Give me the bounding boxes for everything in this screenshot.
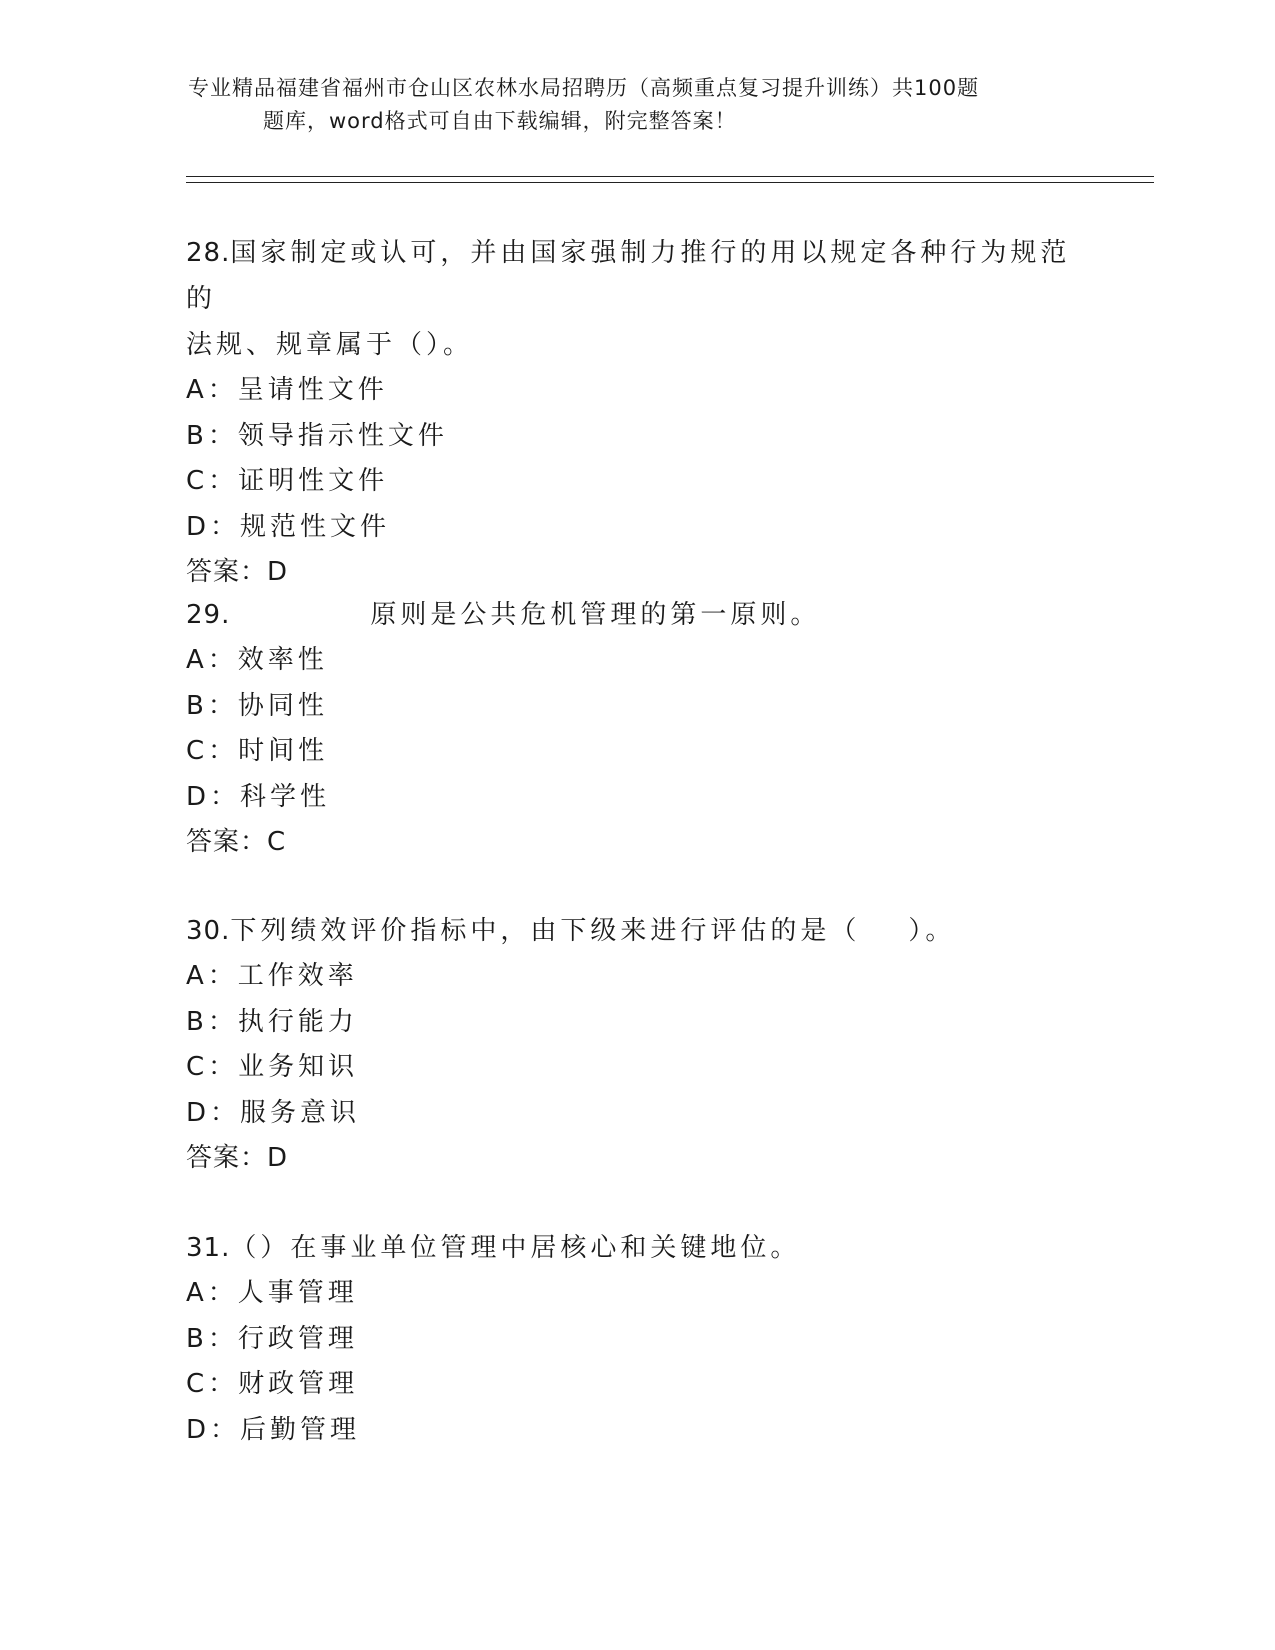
option-b: B：行政管理	[186, 1323, 358, 1354]
question-text: 下列绩效评价指标中，由下级来进行评估的是（	[230, 916, 861, 946]
question-text: （）在事业单位管理中居核心和关键地位。	[230, 1233, 801, 1263]
question-text-end: ）。	[908, 916, 956, 946]
header-title-line2: 题库，word格式可自由下载编辑，附完整答案！	[263, 109, 737, 133]
option-a: A：效率性	[186, 645, 328, 675]
option-d: D：后勤管理	[186, 1414, 361, 1445]
document-header	[188, 72, 1088, 138]
option-d: D：规范性文件	[186, 511, 391, 542]
header-divider-top	[186, 176, 1154, 177]
question-number: 29.	[186, 600, 231, 630]
header-divider-bottom	[186, 182, 1154, 183]
option-b: B：领导指示性文件	[186, 420, 448, 451]
option-c: C：时间性	[186, 736, 329, 766]
option-b: B：执行能力	[186, 1006, 358, 1037]
question-31	[186, 1225, 1086, 1453]
question-text-continued: 法规、规章属于（）。	[186, 330, 474, 360]
option-d: D：服务意识	[186, 1097, 361, 1128]
question-text: 原则是公共危机管理的第一原则。	[370, 600, 821, 630]
option-d: D：科学性	[186, 781, 331, 812]
option-c: C：证明性文件	[186, 466, 389, 496]
answer: 答案：D	[186, 1143, 289, 1173]
option-c: C：财政管理	[186, 1369, 359, 1399]
question-number: 28.	[186, 238, 231, 268]
question-text: 国家制定或认可，并由国家强制力推行的用以规定各种行为规范的	[186, 238, 1071, 314]
question-stem	[186, 1225, 1086, 1271]
question-30	[186, 908, 1086, 1182]
option-a: A：人事管理	[186, 1278, 358, 1308]
question-number: 31.	[186, 1233, 231, 1263]
question-stem	[186, 592, 1086, 638]
question-28	[186, 230, 1086, 596]
question-stem	[186, 230, 1086, 322]
answer: 答案：C	[186, 827, 287, 857]
question-stem	[186, 908, 1086, 954]
question-number: 30.	[186, 916, 231, 946]
question-29	[186, 592, 1086, 866]
option-c: C：业务知识	[186, 1052, 359, 1082]
option-b: B：协同性	[186, 690, 328, 721]
header-title-line1: 专业精品福建省福州市仓山区农林水局招聘历（高频重点复习提升训练）共100题	[188, 76, 980, 100]
option-a: A：工作效率	[186, 961, 358, 991]
option-a: A：呈请性文件	[186, 375, 388, 405]
answer: 答案：D	[186, 557, 289, 587]
